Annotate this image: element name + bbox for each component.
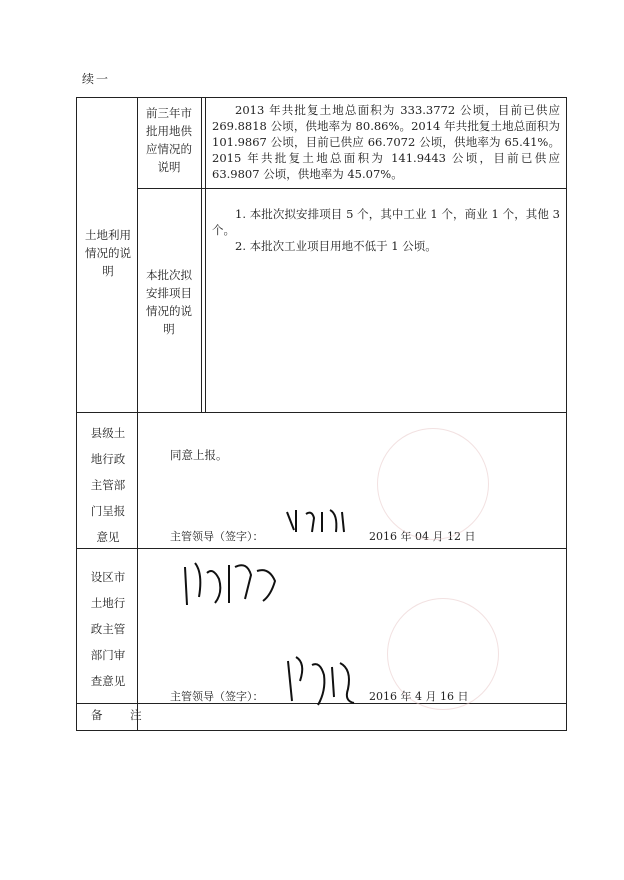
form-table	[76, 97, 567, 731]
county-date: 2016 年 04 月 12 日	[369, 530, 476, 543]
prior-supply-text: 2013 年共批复土地总面积为 333.3772 公顷，目前已供应 269.8818 公顷，供地率为 80.86%。2014 年共批复土地总面积为 101.9867 公顷，目前已供应 66.7072 公顷，供地率为 65.41%。2015 年共批复土地总面积为 141.9443 公顷，目前已供应 63.9807 公顷，供地率为 45.07%。	[212, 103, 560, 181]
city-sign-label: 主管领导（签字）：	[170, 690, 264, 703]
county-opinion: 同意上报。	[170, 448, 228, 462]
divider-col-1	[137, 98, 138, 412]
prior-supply-label: 前三年市批用地供应情况的说明	[146, 106, 192, 174]
city-label: 设区市土地行政主管部门审查意见	[90, 570, 126, 688]
city-opinion-handwriting	[177, 553, 287, 617]
city-date: 2016 年 4 月 16 日	[369, 690, 469, 703]
divider-row-inner	[137, 188, 567, 189]
divider-row-2	[77, 548, 567, 549]
land-use-label: 土地利用情况的说明	[85, 228, 131, 278]
county-signature	[282, 506, 352, 540]
remarks-label: 备 注	[91, 708, 154, 722]
divider-col-main	[137, 412, 138, 730]
county-stamp	[377, 428, 489, 540]
city-signature	[282, 651, 362, 713]
planned-item-2: 2. 本批次工业项目用地不低于 1 公顷。	[235, 239, 437, 253]
planned-item-1: 1. 本批次拟安排项目 5 个，其中工业 1 个，商业 1 个，其他 3 个。	[212, 207, 560, 237]
city-stamp	[387, 598, 499, 710]
planned-projects-label: 本批次拟安排项目情况的说明	[146, 268, 192, 336]
county-sign-label: 主管领导（签字）：	[170, 530, 264, 543]
divider-col-2	[201, 98, 202, 412]
county-label: 县级土地行政主管部门呈报意见	[90, 426, 126, 544]
page-label: 续一	[82, 72, 111, 86]
divider-col-2b	[205, 98, 206, 412]
divider-row-1	[77, 412, 567, 413]
